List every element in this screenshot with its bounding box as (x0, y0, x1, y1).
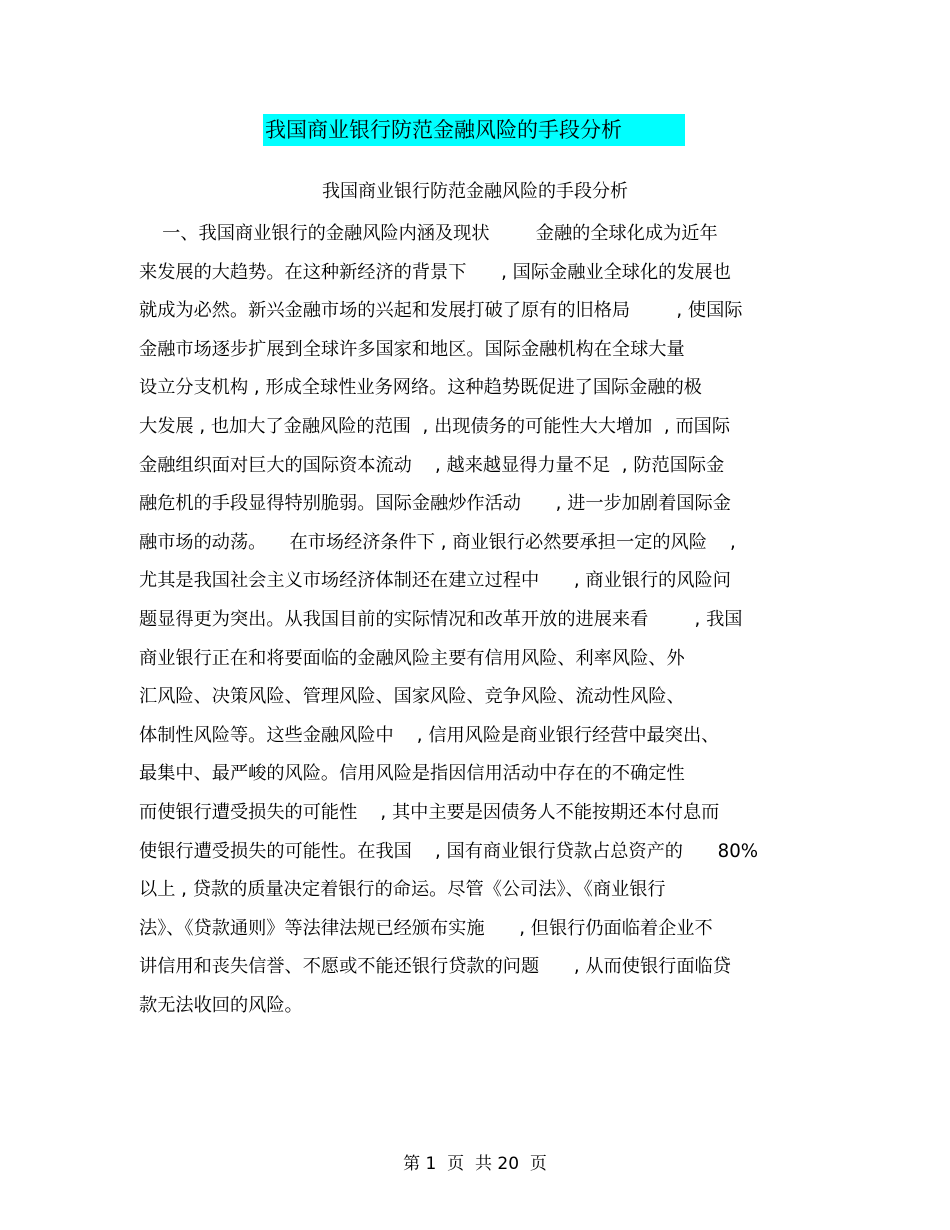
body-line: 就成为必然。新兴金融市场的兴起和发展打破了原有的旧格局 , 使国际 (139, 300, 743, 322)
body-line: 尤其是我国社会主义市场经济体制还在建立过程中 , 商业银行的风险问 (139, 570, 731, 592)
body-line: 法》、《贷款通则》等法律法规已经颁布实施 , 但银行仍面临着企业不 (139, 917, 713, 939)
body-line: 商业银行正在和将要面临的金融风险主要有信用风险、利率风险、外 (139, 647, 685, 669)
body-line: 以上 , 贷款的质量决定着银行的命运。尽管《公司法》、《商业银行 (139, 879, 666, 901)
body-line: 来发展的大趋势。在这种新经济的背景下 , 国际金融业全球化的发展也 (139, 261, 731, 283)
document-subtitle: 我国商业银行防范金融风险的手段分析 (322, 181, 628, 202)
body-line: 融市场的动荡。 在市场经济条件下 , 商业银行必然要承担一定的风险 , (139, 531, 736, 553)
body-line: 最集中、最严峻的风险。信用风险是指因信用活动中存在的不确定性 (139, 763, 685, 785)
body-line: 而使银行遭受损失的可能性 , 其中主要是因债务人不能按期还本付息而 (139, 801, 720, 823)
document-title: 我国商业银行防范金融风险的手段分析 (263, 114, 685, 146)
body-line: 一、我国商业银行的金融风险内涵及现状 金融的全球化成为近年 (139, 223, 718, 244)
body-line: 体制性风险等。这些金融风险中 , 信用风险是商业银行经营中最突出、 (139, 724, 720, 746)
page-number-footer: 第 1 页 共 20 页 (403, 1154, 547, 1174)
body-line: 汇风险、决策风险、管理风险、国家风险、竞争风险、流动性风险、 (139, 686, 685, 708)
body-line: 融危机的手段显得特别脆弱。国际金融炒作活动 , 进一步加剧着国际金 (139, 493, 731, 515)
body-line: 款无法收回的风险。 (139, 994, 303, 1016)
body-line: 金融市场逐步扩展到全球许多国家和地区。国际金融机构在全球大量 (139, 338, 685, 360)
body-line: 题显得更为突出。从我国目前的实际情况和改革开放的进展来看 , 我国 (139, 608, 743, 630)
body-text (139, 220, 811, 1030)
body-line: 讲信用和丧失信誉、不愿或不能还银行贷款的问题 , 从而使银行面临贷 (139, 956, 731, 978)
body-line: 金融组织面对巨大的国际资本流动 , 越来越显得力量不足 , 防范国际金 (139, 454, 725, 476)
body-line: 大发展 , 也加大了金融风险的范围 , 出现债务的可能性大大增加 , 而国际 (139, 415, 731, 437)
body-line: 设立分支机构 , 形成全球性业务网络。这种趋势既促进了国际金融的极 (139, 377, 702, 399)
body-line: 使银行遭受损失的可能性。在我国 , 国有商业银行贷款占总资产的 80% (139, 840, 759, 862)
